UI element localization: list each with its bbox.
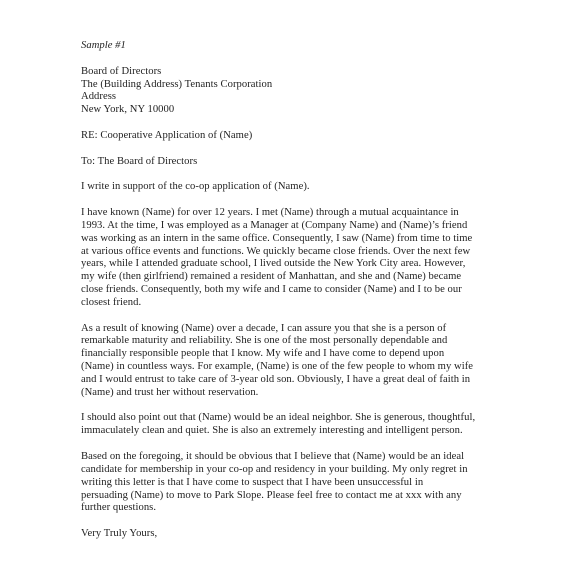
paragraph-line: remarkable maturity and reliability. She is one of the most personally dependable and bbox=[81, 335, 448, 347]
salutation: To: The Board of Directors bbox=[81, 155, 198, 167]
closing: Very Truly Yours, bbox=[81, 528, 158, 540]
paragraph-line: years, while I attended graduate school, I lived outside the New York City area. However, bbox=[81, 258, 466, 270]
paragraph-line: financially responsible people that I know. My wife and I have come to depend upon bbox=[81, 348, 445, 360]
paragraph-line: Based on the foregoing, it should be obvious that I believe that (Name) would be an ideal bbox=[81, 451, 465, 462]
intro-paragraph: I write in support of the co-op application of (Name). bbox=[81, 181, 310, 193]
paragraph-line: at various office events and functions. We quickly became close friends. Over the next few bbox=[81, 245, 471, 257]
recipient-address bbox=[81, 66, 511, 117]
paragraph-line: I have known (Name) for over 12 years. I met (Name) through a mutual acquaintance in bbox=[81, 206, 459, 218]
paragraph-line: (Name) in countless ways. For example, (Name) is one of the few people to whom my wife bbox=[81, 361, 474, 373]
paragraph-line: further questions. bbox=[81, 502, 157, 514]
paragraph-line: 1993. At the time, I was employed as a Manager at (Company Name) and (Name)’s friend bbox=[81, 219, 468, 231]
paragraph-acquaintance bbox=[81, 207, 511, 310]
address-line: Address bbox=[81, 91, 117, 103]
paragraph-line: my wife (then girlfriend) remained a resident of Manhattan, and she and (Name) became bbox=[81, 271, 462, 283]
paragraph-line: persuading (Name) to move to Park Slope. Please feel free to contact me at xxx with any bbox=[81, 489, 462, 501]
sample-label: Sample #1 bbox=[81, 40, 126, 51]
paragraph-reliability bbox=[81, 323, 511, 400]
address-line: New York, NY 10000 bbox=[81, 104, 175, 116]
letter-body bbox=[81, 40, 511, 541]
paragraph-line: close friends. Consequently, both my wife and I came to consider (Name) and I to be our bbox=[81, 284, 462, 296]
paragraph-neighbor bbox=[81, 412, 511, 438]
paragraph-line: closest friend. bbox=[81, 296, 142, 308]
paragraph-line: I should also point out that (Name) would be an ideal neighbor. She is generous, thoughtful, bbox=[81, 412, 476, 424]
paragraph-line: was working as an intern in the same office. Consequently, I saw (Name) from time to time bbox=[81, 232, 473, 244]
paragraph-line: candidate for membership in your co-op and residency in your building. My only regret in bbox=[81, 463, 468, 475]
re-line: RE: Cooperative Application of (Name) bbox=[81, 129, 253, 141]
address-line: Board of Directors bbox=[81, 65, 162, 77]
paragraph-line: writing this letter is that I have come to suspect that I have been unsuccessful in bbox=[81, 476, 424, 488]
paragraph-line: As a result of knowing (Name) over a decade, I can assure you that she is a person of bbox=[81, 322, 447, 334]
paragraph-line: (Name) and trust her without reservation. bbox=[81, 386, 259, 398]
paragraph-conclusion bbox=[81, 451, 511, 515]
address-line: The (Building Address) Tenants Corporation bbox=[81, 78, 273, 90]
paragraph-line: immaculately clean and quiet. She is also an extremely interesting and intelligent person. bbox=[81, 425, 463, 437]
paragraph-line: and I would entrust to take care of 3-year old son. Obviously, I have a great deal of faith in bbox=[81, 373, 471, 385]
